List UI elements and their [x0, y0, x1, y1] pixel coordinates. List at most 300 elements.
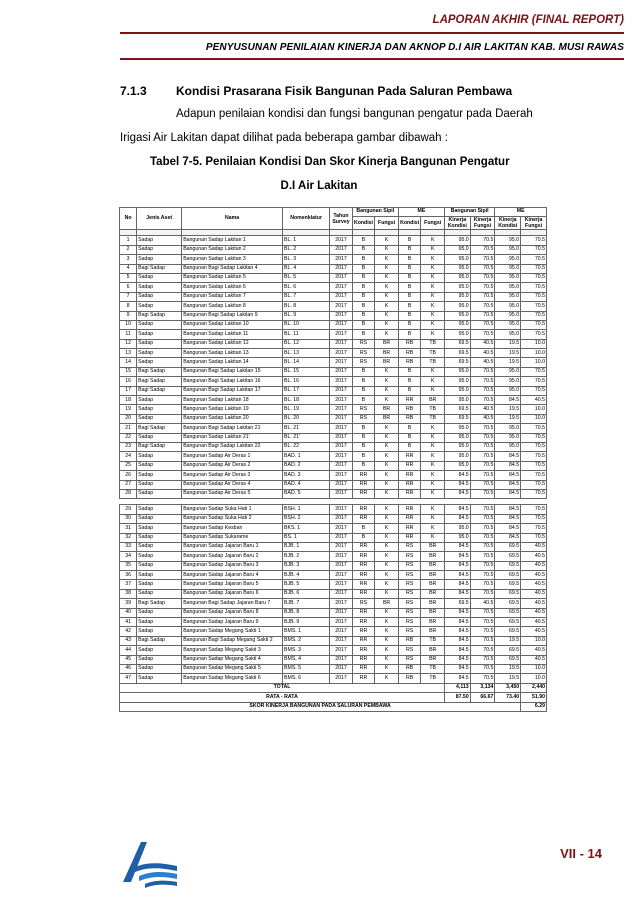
- row-kondisi-bs: B: [352, 236, 375, 245]
- row-kinerja-fungsi-me: 40.5: [521, 608, 547, 617]
- row-tahun: 2017: [330, 461, 353, 470]
- row-jenis: Sadap: [137, 414, 182, 423]
- row-fungsi-bs: BR: [375, 599, 399, 608]
- row-kinerja-kondisi-bs: 95.0: [444, 330, 470, 339]
- total-label: TOTAL: [120, 683, 445, 692]
- row-kinerja-kondisi-bs: 84.5: [444, 589, 470, 598]
- row-nomenklatur: BL. 7: [283, 292, 330, 301]
- row-kinerja-kondisi-me: 19.5: [495, 339, 521, 348]
- col-kondisi: Kondisi: [398, 217, 421, 230]
- row-kinerja-kondisi-bs: 84.5: [444, 636, 470, 645]
- row-no: 12: [120, 339, 137, 348]
- row-jenis: Sadap: [137, 339, 182, 348]
- row-fungsi-bs: K: [375, 471, 399, 480]
- row-kinerja-kondisi-bs: 95.0: [444, 386, 470, 395]
- row-fungsi-bs: K: [375, 480, 399, 489]
- row-no: 26: [120, 471, 137, 480]
- row-tahun: 2017: [330, 292, 353, 301]
- row-kinerja-fungsi-me: 40.5: [521, 599, 547, 608]
- row-jenis: Sadap: [137, 618, 182, 627]
- row-kondisi-bs: B: [352, 386, 375, 395]
- row-kondisi-bs: RR: [352, 618, 375, 627]
- row-fungsi-bs: BR: [375, 414, 399, 423]
- row-jenis: Sadap: [137, 245, 182, 254]
- row-nomenklatur: BS. 1: [283, 533, 330, 542]
- row-no: 31: [120, 524, 137, 533]
- row-nomenklatur: BL. 3: [283, 255, 330, 264]
- row-tahun: 2017: [330, 255, 353, 264]
- average-value: 87.50: [444, 693, 470, 702]
- row-kinerja-fungsi-bs: 40.5: [470, 358, 495, 367]
- assessment-table: [119, 207, 547, 712]
- row-tahun: 2017: [330, 245, 353, 254]
- row-kondisi-me: B: [398, 264, 421, 273]
- row-kinerja-fungsi-bs: 70.5: [470, 664, 495, 673]
- table-row: [120, 264, 547, 273]
- row-kinerja-kondisi-bs: 84.5: [444, 618, 470, 627]
- row-no: 34: [120, 552, 137, 561]
- row-kinerja-fungsi-me: 10.0: [521, 339, 547, 348]
- row-kinerja-fungsi-me: 70.5: [521, 452, 547, 461]
- row-fungsi-bs: K: [375, 442, 399, 451]
- row-fungsi-me: K: [421, 505, 445, 514]
- row-no: 42: [120, 627, 137, 636]
- row-tahun: 2017: [330, 405, 353, 414]
- row-kinerja-fungsi-me: 40.5: [521, 552, 547, 561]
- row-no: 18: [120, 396, 137, 405]
- row-nama: Bangunan Sadap Lakitan 8: [182, 302, 283, 311]
- row-fungsi-bs: K: [375, 461, 399, 470]
- row-kinerja-fungsi-bs: 70.5: [470, 480, 495, 489]
- row-nomenklatur: BJB. 2: [283, 552, 330, 561]
- row-kinerja-kondisi-bs: 84.5: [444, 608, 470, 617]
- row-kondisi-me: RB: [398, 664, 421, 673]
- row-jenis: Bagi Sadap: [137, 442, 182, 451]
- row-nama: Bangunan Sadap Air Deras 3: [182, 471, 283, 480]
- row-fungsi-me: TB: [421, 674, 445, 683]
- row-no: 10: [120, 320, 137, 329]
- row-kinerja-kondisi-me: 95.0: [495, 302, 521, 311]
- row-tahun: 2017: [330, 664, 353, 673]
- row-fungsi-me: K: [421, 489, 445, 498]
- section-number: 7.1.3: [120, 84, 147, 98]
- row-fungsi-me: K: [421, 461, 445, 470]
- row-nama: Bangunan Sadap Megang Sakti 4: [182, 655, 283, 664]
- row-kinerja-fungsi-bs: 70.5: [470, 292, 495, 301]
- row-kinerja-fungsi-me: 70.5: [521, 273, 547, 282]
- score-label: SKOR KINERJA BANGUNAN PADA SALURAN PEMBAWA: [120, 702, 521, 711]
- row-no: 17: [120, 386, 137, 395]
- row-kinerja-kondisi-me: 84.5: [495, 514, 521, 523]
- row-fungsi-me: K: [421, 533, 445, 542]
- table-row: [120, 514, 547, 523]
- row-kinerja-fungsi-bs: 70.5: [470, 471, 495, 480]
- table-row: [120, 311, 547, 320]
- row-nomenklatur: BL. 1: [283, 236, 330, 245]
- row-kondisi-me: B: [398, 386, 421, 395]
- row-fungsi-bs: BR: [375, 405, 399, 414]
- row-kondisi-me: RB: [398, 674, 421, 683]
- row-kondisi-bs: RR: [352, 514, 375, 523]
- row-jenis: Sadap: [137, 505, 182, 514]
- row-nama: Bangunan Sadap Megang Sakti 3: [182, 646, 283, 655]
- row-tahun: 2017: [330, 489, 353, 498]
- row-kinerja-fungsi-bs: 40.5: [470, 414, 495, 423]
- row-kinerja-fungsi-me: 40.5: [521, 542, 547, 551]
- row-jenis: Sadap: [137, 320, 182, 329]
- row-nama: Bangunan Sadap Lakitan 2: [182, 245, 283, 254]
- row-kondisi-bs: B: [352, 461, 375, 470]
- row-kinerja-kondisi-bs: 84.5: [444, 505, 470, 514]
- col-group-bs1: Bangunan Sipil: [352, 208, 398, 217]
- row-tahun: 2017: [330, 636, 353, 645]
- row-nama: Bangunan Sadap Lakitan 7: [182, 292, 283, 301]
- row-kinerja-kondisi-bs: 95.0: [444, 396, 470, 405]
- row-jenis: Sadap: [137, 664, 182, 673]
- row-kinerja-fungsi-bs: 70.5: [470, 542, 495, 551]
- row-jenis: Sadap: [137, 571, 182, 580]
- row-tahun: 2017: [330, 674, 353, 683]
- row-kinerja-kondisi-me: 84.5: [495, 480, 521, 489]
- row-kinerja-fungsi-bs: 70.5: [470, 524, 495, 533]
- row-fungsi-bs: K: [375, 452, 399, 461]
- row-jenis: Bagi Sadap: [137, 264, 182, 273]
- row-jenis: Sadap: [137, 349, 182, 358]
- row-fungsi-me: BR: [421, 580, 445, 589]
- row-nama: Bangunan Bagi Sadap Lakitan 15: [182, 367, 283, 376]
- row-kinerja-kondisi-bs: 84.5: [444, 571, 470, 580]
- row-no: 46: [120, 664, 137, 673]
- row-fungsi-me: BR: [421, 396, 445, 405]
- row-kinerja-fungsi-bs: 70.5: [470, 320, 495, 329]
- row-nomenklatur: BJB. 3: [283, 561, 330, 570]
- row-kinerja-fungsi-bs: 70.5: [470, 608, 495, 617]
- row-no: 41: [120, 618, 137, 627]
- row-kondisi-me: B: [398, 245, 421, 254]
- row-kinerja-fungsi-me: 40.5: [521, 580, 547, 589]
- row-fungsi-bs: K: [375, 646, 399, 655]
- row-kinerja-fungsi-me: 70.5: [521, 524, 547, 533]
- row-tahun: 2017: [330, 608, 353, 617]
- row-no: 38: [120, 589, 137, 598]
- row-kinerja-kondisi-me: 69.5: [495, 627, 521, 636]
- row-kinerja-kondisi-bs: 95.0: [444, 283, 470, 292]
- row-kinerja-kondisi-me: 69.5: [495, 589, 521, 598]
- row-fungsi-bs: K: [375, 236, 399, 245]
- row-no: 37: [120, 580, 137, 589]
- row-kinerja-fungsi-bs: 70.5: [470, 489, 495, 498]
- row-nama: Bangunan Sadap Lakitan 21': [182, 433, 283, 442]
- row-nomenklatur: BMS. 1: [283, 627, 330, 636]
- row-no: 1: [120, 236, 137, 245]
- row-kondisi-bs: RR: [352, 674, 375, 683]
- row-fungsi-me: BR: [421, 552, 445, 561]
- row-no: 39: [120, 599, 137, 608]
- row-fungsi-bs: K: [375, 524, 399, 533]
- row-nama: Bangunan Sadap Jajaran Baru 1: [182, 542, 283, 551]
- row-kinerja-fungsi-bs: 40.5: [470, 349, 495, 358]
- row-nama: Bangunan Sadap Jajaran Baru 3: [182, 561, 283, 570]
- row-kondisi-me: RR: [398, 533, 421, 542]
- table-row: [120, 396, 547, 405]
- row-kondisi-bs: B: [352, 452, 375, 461]
- row-tahun: 2017: [330, 349, 353, 358]
- row-kinerja-kondisi-bs: 69.5: [444, 358, 470, 367]
- row-kinerja-fungsi-bs: 70.5: [470, 561, 495, 570]
- row-tahun: 2017: [330, 386, 353, 395]
- row-kinerja-kondisi-bs: 84.5: [444, 542, 470, 551]
- row-nomenklatur: BL. 18: [283, 396, 330, 405]
- row-kondisi-me: B: [398, 273, 421, 282]
- table-row: [120, 245, 547, 254]
- row-fungsi-me: K: [421, 245, 445, 254]
- row-kinerja-kondisi-me: 69.5: [495, 655, 521, 664]
- row-fungsi-me: K: [421, 302, 445, 311]
- row-jenis: Sadap: [137, 358, 182, 367]
- row-kinerja-fungsi-me: 10.0: [521, 664, 547, 673]
- col-kinerja-kondisi: Kinerja Kondisi: [444, 217, 470, 230]
- row-jenis: Sadap: [137, 452, 182, 461]
- total-value: 3,450: [495, 683, 521, 692]
- row-fungsi-me: BR: [421, 561, 445, 570]
- row-fungsi-bs: K: [375, 255, 399, 264]
- row-kinerja-fungsi-me: 70.5: [521, 377, 547, 386]
- table-row: [120, 664, 547, 673]
- row-tahun: 2017: [330, 524, 353, 533]
- row-fungsi-bs: K: [375, 674, 399, 683]
- row-kondisi-me: RS: [398, 627, 421, 636]
- row-nama: Bangunan Sadap Suka Hati 1: [182, 505, 283, 514]
- row-kinerja-kondisi-bs: 84.5: [444, 561, 470, 570]
- row-nama: Bangunan Bagi Sadap Lakitan 22: [182, 442, 283, 451]
- row-kondisi-bs: B: [352, 533, 375, 542]
- row-no: 13: [120, 349, 137, 358]
- row-kinerja-fungsi-bs: 70.5: [470, 589, 495, 598]
- row-nomenklatur: BJB. 1: [283, 542, 330, 551]
- row-kondisi-me: RS: [398, 580, 421, 589]
- row-tahun: 2017: [330, 283, 353, 292]
- row-kinerja-kondisi-bs: 84.5: [444, 646, 470, 655]
- row-kinerja-fungsi-me: 70.5: [521, 245, 547, 254]
- table-caption: Tabel 7-5. Penilaian Kondisi Dan Skor Kinerja Bangunan Pengatur: [150, 156, 510, 168]
- row-nama: Bangunan Sadap Jajaran Baru 6: [182, 589, 283, 598]
- row-kinerja-fungsi-bs: 70.5: [470, 236, 495, 245]
- row-no: 45: [120, 655, 137, 664]
- row-no: 8: [120, 302, 137, 311]
- row-nomenklatur: BMS. 2: [283, 636, 330, 645]
- row-kinerja-fungsi-bs: 70.5: [470, 311, 495, 320]
- row-kinerja-kondisi-bs: 95.0: [444, 292, 470, 301]
- row-nama: Bangunan Sadap Lakitan 6: [182, 283, 283, 292]
- row-kondisi-bs: RR: [352, 646, 375, 655]
- row-fungsi-me: TB: [421, 358, 445, 367]
- row-kinerja-kondisi-me: 95.0: [495, 386, 521, 395]
- row-tahun: 2017: [330, 302, 353, 311]
- row-tahun: 2017: [330, 433, 353, 442]
- total-value: 2,440: [521, 683, 547, 692]
- row-kondisi-me: RR: [398, 514, 421, 523]
- table-row: [120, 599, 547, 608]
- row-nama: Bangunan Sadap Kesban: [182, 524, 283, 533]
- row-kondisi-me: B: [398, 302, 421, 311]
- row-kinerja-kondisi-me: 95.0: [495, 236, 521, 245]
- row-jenis: Bagi Sadap: [137, 636, 182, 645]
- row-kinerja-fungsi-me: 40.5: [521, 571, 547, 580]
- row-fungsi-me: K: [421, 292, 445, 301]
- row-kinerja-kondisi-bs: 84.5: [444, 471, 470, 480]
- row-jenis: Sadap: [137, 480, 182, 489]
- row-kinerja-fungsi-bs: 70.5: [470, 386, 495, 395]
- row-tahun: 2017: [330, 377, 353, 386]
- row-tahun: 2017: [330, 646, 353, 655]
- row-jenis: Sadap: [137, 433, 182, 442]
- row-nama: Bangunan Sadap Lakitan 5: [182, 273, 283, 282]
- row-nomenklatur: BJB. 6: [283, 589, 330, 598]
- paragraph-line-2: Irigasi Air Lakitan dapat dilihat pada beberapa gambar dibawah :: [120, 132, 448, 144]
- row-kondisi-me: B: [398, 424, 421, 433]
- row-kondisi-me: RB: [398, 339, 421, 348]
- row-nomenklatur: BL. 19: [283, 405, 330, 414]
- row-tahun: 2017: [330, 542, 353, 551]
- row-jenis: Sadap: [137, 283, 182, 292]
- row-kinerja-kondisi-me: 84.5: [495, 461, 521, 470]
- row-kinerja-fungsi-me: 70.5: [521, 330, 547, 339]
- row-kinerja-kondisi-me: 84.5: [495, 524, 521, 533]
- row-kondisi-bs: B: [352, 320, 375, 329]
- row-kinerja-kondisi-bs: 84.5: [444, 674, 470, 683]
- row-kinerja-kondisi-me: 19.5: [495, 636, 521, 645]
- row-kondisi-bs: RR: [352, 542, 375, 551]
- row-fungsi-me: K: [421, 524, 445, 533]
- row-kinerja-fungsi-bs: 70.5: [470, 442, 495, 451]
- row-fungsi-bs: BR: [375, 339, 399, 348]
- row-kinerja-kondisi-bs: 84.5: [444, 552, 470, 561]
- row-nama: Bangunan Sadap Lakitan 10: [182, 320, 283, 329]
- row-fungsi-me: K: [421, 330, 445, 339]
- row-kinerja-kondisi-me: 69.5: [495, 542, 521, 551]
- row-kinerja-kondisi-bs: 84.5: [444, 514, 470, 523]
- row-kondisi-bs: B: [352, 311, 375, 320]
- row-kinerja-fungsi-me: 70.5: [521, 505, 547, 514]
- col-group-me2: ME: [495, 208, 547, 217]
- row-kinerja-kondisi-bs: 84.5: [444, 480, 470, 489]
- row-kinerja-fungsi-bs: 40.5: [470, 339, 495, 348]
- table-row: [120, 533, 547, 542]
- row-kinerja-fungsi-me: 40.5: [521, 396, 547, 405]
- row-kinerja-kondisi-bs: 95.0: [444, 424, 470, 433]
- table-row: [120, 618, 547, 627]
- row-kondisi-me: RB: [398, 405, 421, 414]
- row-no: 15: [120, 367, 137, 376]
- row-kondisi-me: B: [398, 377, 421, 386]
- table-row: [120, 580, 547, 589]
- row-kinerja-fungsi-me: 70.5: [521, 292, 547, 301]
- row-nama: Bangunan Bagi Sadap Lakitan 21: [182, 424, 283, 433]
- row-fungsi-bs: K: [375, 320, 399, 329]
- row-jenis: Sadap: [137, 552, 182, 561]
- row-jenis: Sadap: [137, 533, 182, 542]
- row-kondisi-me: RR: [398, 480, 421, 489]
- row-kinerja-kondisi-bs: 95.0: [444, 533, 470, 542]
- row-nama: Bangunan Bagi Sadap Lakitan 9: [182, 311, 283, 320]
- row-kondisi-bs: RR: [352, 489, 375, 498]
- row-nama: Bangunan Sadap Lakitan 20: [182, 414, 283, 423]
- row-kondisi-me: B: [398, 236, 421, 245]
- table-row: [120, 655, 547, 664]
- row-tahun: 2017: [330, 533, 353, 542]
- row-jenis: Sadap: [137, 542, 182, 551]
- row-no: 32: [120, 533, 137, 542]
- row-no: 20: [120, 414, 137, 423]
- row-kinerja-kondisi-me: 69.5: [495, 552, 521, 561]
- row-kinerja-kondisi-me: 69.5: [495, 646, 521, 655]
- row-fungsi-bs: K: [375, 618, 399, 627]
- row-fungsi-bs: K: [375, 396, 399, 405]
- row-nomenklatur: BL. 22: [283, 442, 330, 451]
- row-no: 5: [120, 273, 137, 282]
- row-fungsi-bs: K: [375, 264, 399, 273]
- row-no: 3: [120, 255, 137, 264]
- row-kinerja-kondisi-bs: 69.5: [444, 349, 470, 358]
- row-fungsi-bs: K: [375, 386, 399, 395]
- row-kinerja-kondisi-me: 69.5: [495, 571, 521, 580]
- row-jenis: Sadap: [137, 580, 182, 589]
- row-jenis: Sadap: [137, 396, 182, 405]
- paragraph-line-1: Adapun penilaian kondisi dan fungsi bangunan pengatur pada Daerah: [176, 108, 533, 120]
- row-nomenklatur: BL. 4: [283, 264, 330, 273]
- row-kondisi-bs: RR: [352, 571, 375, 580]
- row-kondisi-me: RR: [398, 505, 421, 514]
- row-kinerja-fungsi-me: 70.5: [521, 480, 547, 489]
- row-fungsi-bs: K: [375, 489, 399, 498]
- row-tahun: 2017: [330, 236, 353, 245]
- table-row: [120, 386, 547, 395]
- row-fungsi-me: K: [421, 255, 445, 264]
- row-fungsi-me: BR: [421, 571, 445, 580]
- row-tahun: 2017: [330, 471, 353, 480]
- table-row: [120, 292, 547, 301]
- row-kinerja-fungsi-me: 70.5: [521, 489, 547, 498]
- row-nomenklatur: BMS. 4: [283, 655, 330, 664]
- row-fungsi-bs: K: [375, 608, 399, 617]
- row-kinerja-fungsi-bs: 70.5: [470, 571, 495, 580]
- row-kinerja-fungsi-bs: 70.5: [470, 452, 495, 461]
- col-kinerja-fungsi: Kinerja Fungsi: [470, 217, 495, 230]
- row-kinerja-fungsi-me: 70.5: [521, 283, 547, 292]
- row-kinerja-kondisi-me: 95.0: [495, 255, 521, 264]
- table-row: [120, 489, 547, 498]
- row-nomenklatur: BAD. 1: [283, 452, 330, 461]
- row-nama: Bangunan Sadap Air Deras 1: [182, 452, 283, 461]
- row-kondisi-bs: B: [352, 283, 375, 292]
- row-fungsi-bs: K: [375, 542, 399, 551]
- row-kinerja-kondisi-bs: 95.0: [444, 452, 470, 461]
- row-kinerja-fungsi-bs: 70.5: [470, 461, 495, 470]
- row-fungsi-me: K: [421, 311, 445, 320]
- row-kondisi-bs: RR: [352, 580, 375, 589]
- col-kondisi: Kondisi: [352, 217, 375, 230]
- row-kondisi-bs: RS: [352, 599, 375, 608]
- row-kinerja-fungsi-bs: 70.5: [470, 302, 495, 311]
- row-fungsi-bs: K: [375, 273, 399, 282]
- table-row: [120, 627, 547, 636]
- row-nomenklatur: BL. 6: [283, 283, 330, 292]
- header-divider-bottom: [120, 58, 624, 60]
- row-kinerja-kondisi-bs: 95.0: [444, 461, 470, 470]
- row-fungsi-me: K: [421, 514, 445, 523]
- row-jenis: Sadap: [137, 524, 182, 533]
- average-value: 66.67: [470, 693, 495, 702]
